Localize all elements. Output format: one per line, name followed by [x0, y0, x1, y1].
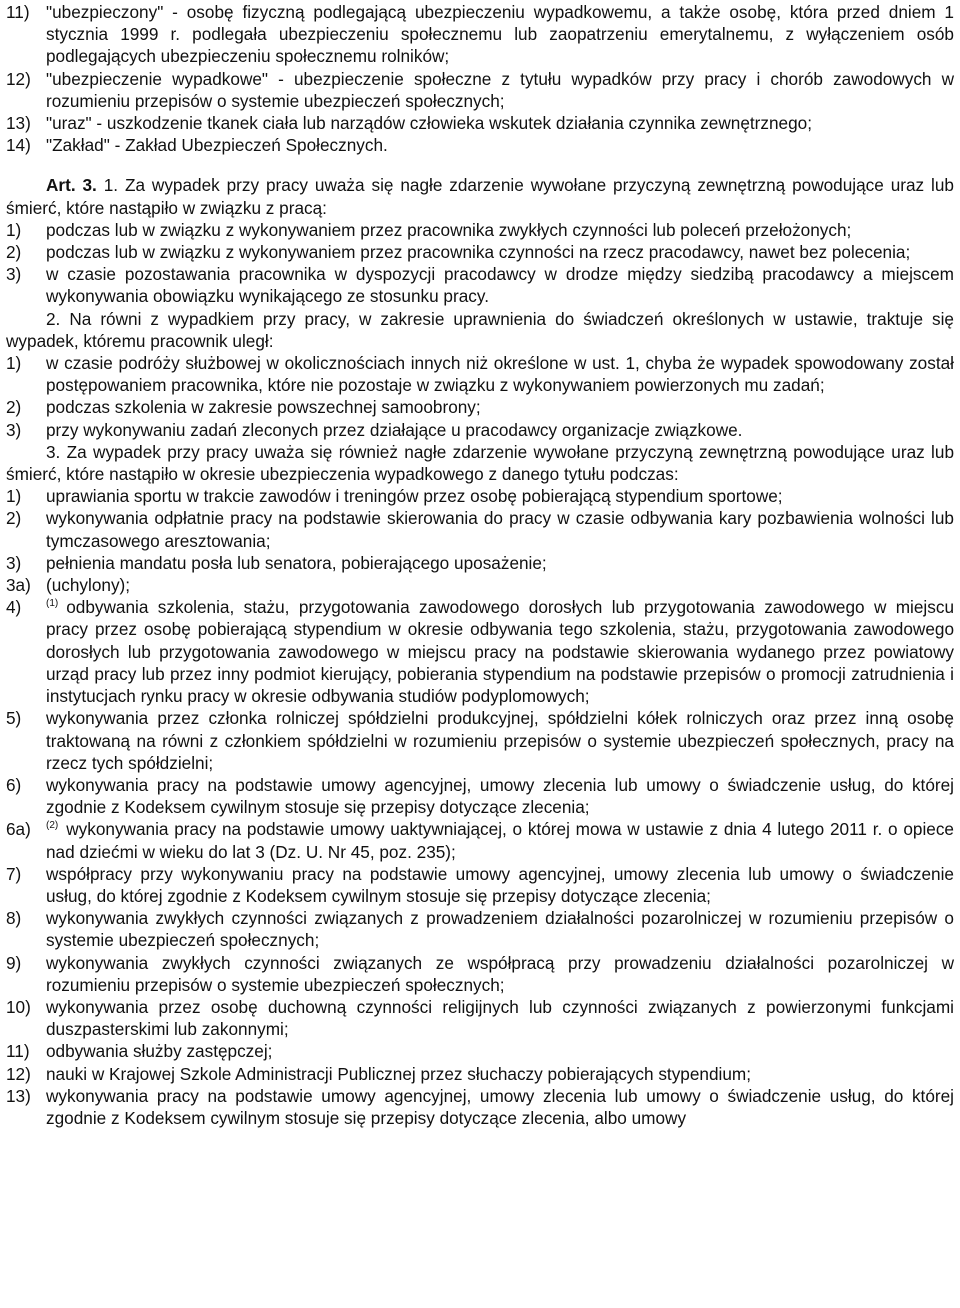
item-number: 2) [6, 397, 22, 418]
list-item [6, 396, 954, 418]
item-text [46, 1085, 954, 1129]
item-number: 3a) [6, 575, 31, 596]
article-3 [6, 174, 954, 1129]
item-number: 1) [6, 219, 22, 240]
list-item [6, 219, 954, 241]
list-item [6, 485, 954, 507]
item-number: 1) [6, 353, 22, 374]
item-number: 3) [6, 264, 22, 285]
item-text [46, 996, 954, 1040]
item-text-body: wykonywania przez osobę duchowną czynności religijnych lub czynności związanych z powierzonymi funkcjami duszpasterskimi lub zakonnymi; [46, 996, 954, 1040]
paragraph-number: 1. [103, 175, 119, 196]
list-item [6, 774, 954, 818]
list-item [6, 241, 954, 263]
item-text-body: wykonywania pracy na podstawie umowy uaktywniającej, o której mowa w ustawie z dnia 4 lutego 2011 r. o opiece nad dziećmi w wieku do lat 3 (Dz. U. Nr 45, poz. 235); [46, 819, 954, 862]
paragraph-2: 2. Na równi z wypadkiem przy pracy, w zakresie uprawnienia do świadczeń określonych w ustawie, traktuje się wypadek, któremu pracownik uległ: [6, 308, 954, 351]
item-text-body: pełnienia mandatu posła lub senatora, pobierającego uposażenie; [46, 552, 547, 573]
item-number: 3) [6, 419, 22, 440]
item-number: 6) [6, 774, 22, 795]
paragraph-3: 3. Za wypadek przy pracy uważa się również nagłe zdarzenie wywołane przyczyną zewnętrzną powodujące uraz lub śmierć, które nastąpiło w okresie ubezpieczenia wypadkowego z danego tytułu podczas: [6, 441, 954, 485]
item-text-body: wykonywania zwykłych czynności związanych ze współpracą przy prowadzeniu działalności pozarolniczej w rozumieniu przepisów o systemie ubezpieczeń społecznych; [46, 952, 954, 995]
item-number: 5) [6, 708, 22, 729]
item-text [46, 1063, 954, 1085]
item-text [46, 1040, 954, 1062]
item-text-body: uprawiania sportu w trakcie zawodów i treningów przez osobę pobierającą stypendium sportowe; [46, 486, 783, 507]
list-item [6, 1085, 954, 1129]
item-number: 2) [6, 242, 22, 263]
item-text-body: nauki w Krajowej Szkole Administracji Publicznej przez słuchaczy pobierających stypendium; [46, 1063, 752, 1084]
list-item [6, 907, 954, 951]
item-number: 13) [6, 1085, 31, 1106]
definitions-list [6, 1, 954, 156]
list-item [6, 818, 954, 862]
item-text: "uraz" - uszkodzenie tkanek ciała lub narządów człowieka wskutek działania czynnika zewnętrznego; [46, 113, 812, 134]
list-item [6, 863, 954, 907]
item-text [46, 707, 954, 774]
list-item [6, 134, 954, 156]
item-number: 4) [6, 597, 22, 618]
item-number: 12) [6, 68, 31, 89]
paragraph-text: Za wypadek przy pracy uważa się nagłe zdarzenie wywołane przyczyną zewnętrzną powodujące uraz lub śmierć, które nastąpiło w związku z pracą: [6, 175, 954, 218]
list-item [6, 1040, 954, 1062]
item-text: w czasie pozostawania pracownika w dyspozycji pracodawcy w drodze między siedzibą pracodawcy a miejscem wykonywania obowiązku wynikającego ze stosunku pracy. [46, 264, 954, 307]
item-text [46, 596, 954, 707]
list-item [6, 263, 954, 307]
list-item [6, 68, 954, 112]
item-number: 11) [6, 2, 30, 22]
list-item [6, 1063, 954, 1085]
item-text [46, 818, 954, 862]
item-text-body: wykonywania odpłatnie pracy na podstawie skierowania do pracy w czasie odbywania kary pozbawienia wolności lub tymczasowego aresztowania; [46, 508, 954, 551]
item-text: "ubezpieczenie wypadkowe" - ubezpieczenie społeczne z tytułu wypadków przy pracy i chorób zawodowych w rozumieniu przepisów o systemie ubezpieczeń społecznych; [46, 68, 954, 111]
item-number: 13) [6, 113, 31, 134]
item-text [46, 952, 954, 996]
item-text-body: wykonywania pracy na podstawie umowy agencyjnej, umowy zlecenia lub umowy o świadczenie usług, do której zgodnie z Kodeksem cywilnym stosuje się przepisy dotyczące zlecenia, albo umowy [46, 1085, 954, 1128]
item-number: 6a) [6, 819, 31, 840]
item-text [46, 774, 954, 818]
list-item [6, 707, 954, 774]
list-item [6, 1, 954, 68]
list-item [6, 952, 954, 996]
item-number: 7) [6, 863, 22, 884]
item-text [46, 574, 954, 596]
item-number: 2) [6, 508, 22, 529]
list-item [6, 596, 954, 707]
item-text: przy wykonywaniu zadań zleconych przez działające u pracodawcy organizacje związkowe. [46, 419, 743, 440]
list-item [6, 552, 954, 574]
item-number: 14) [6, 135, 31, 156]
list-item [6, 419, 954, 441]
document-page [6, 0, 954, 1129]
list-item [6, 352, 954, 396]
item-text [46, 863, 954, 907]
item-text: "ubezpieczony" - osobę fizyczną podlegającą ubezpieczeniu wypadkowemu, a także osobę, która przed dniem 1 stycznia 1999 r. podlegała ubezpieczeniu społecznemu lub zaopatrzeniu emerytalnemu, z wyłączeniem osób podlegających ubezpieczeniu społecznemu rolników; [46, 2, 954, 67]
item-text-body: wykonywania zwykłych czynności związanych z prowadzeniem działalności pozarolniczej w rozumieniu przepisów o systemie ubezpieczeń społecznych; [46, 908, 954, 951]
item-text-body: wykonywania pracy na podstawie umowy agencyjnej, umowy zlecenia lub umowy o świadczenie usług, do której zgodnie z Kodeksem cywilnym stosuje się przepisy dotyczące zlecenia; [46, 774, 954, 818]
item-number: 10) [6, 996, 31, 1017]
item-number: 12) [6, 1063, 31, 1084]
list-item [6, 112, 954, 134]
paragraph-1 [6, 174, 954, 218]
item-text-body: współpracy przy wykonywaniu pracy na podstawie umowy agencyjnej, umowy zlecenia lub umowy o świadczenie usług, do której zgodnie z Kodeksem cywilnym stosuje się przepisy dotyczące zlecenia; [46, 863, 954, 906]
item-text [46, 485, 954, 507]
item-number: 9) [6, 952, 22, 973]
item-text: "Zakład" - Zakład Ubezpieczeń Społecznych. [46, 135, 388, 156]
footnote-marker: (1) [46, 598, 59, 610]
footnote-marker: (2) [46, 820, 59, 832]
item-text: w czasie podróży służbowej w okolicznościach innych niż określone w ust. 1, chyba że wypadek spowodowany został postępowaniem pracownika, które nie pozostaje w związku z wykonywaniem powierzonych mu zadań; [46, 353, 954, 396]
list-item [6, 996, 954, 1040]
item-number: 3) [6, 552, 22, 573]
item-number: 11) [6, 1041, 30, 1062]
item-text-body: odbywania służby zastępczej; [46, 1041, 273, 1062]
item-text-body: (uchylony); [46, 575, 131, 596]
list-item [6, 507, 954, 551]
item-text: podczas szkolenia w zakresie powszechnej samoobrony; [46, 397, 481, 418]
item-text [46, 907, 954, 951]
item-text-body: wykonywania przez członka rolniczej spółdzielni produkcyjnej, spółdzielni kółek rolniczych oraz przez inną osobę traktowaną na równi z członkiem spółdzielni w rozumieniu przepisów o systemie ubezpieczeń społecznych, pracy na rzecz tych spółdzielni; [46, 708, 954, 773]
item-text-body: odbywania szkolenia, stażu, przygotowania zawodowego dorosłych lub przygotowania zawodowego w miejscu pracy przez osobę pobierającą stypendium w okresie odbywania tego szkolenia, stażu, przygotowania zawodowego dorosłych lub przygotowania zawodowego w miejscu pracy na podstawie skierowania wydanego przez powiatowy urząd pracy lub przez inny podmiot kierujący, pobierania stypendium na podstawie przepisów o promocji zatrudnienia i instytucjach rynku pracy w okresie odbywania studiów podyplomowych; [46, 597, 954, 707]
list-item [6, 574, 954, 596]
article-heading: Art. 3. [46, 175, 97, 196]
item-text [46, 507, 954, 551]
item-number: 8) [6, 908, 22, 929]
item-number: 1) [6, 486, 22, 507]
item-text [46, 552, 954, 574]
item-text: podczas lub w związku z wykonywaniem przez pracownika zwykłych czynności lub poleceń przełożonych; [46, 219, 852, 240]
item-text: podczas lub w związku z wykonywaniem przez pracownika czynności na rzecz pracodawcy, nawet bez polecenia; [46, 242, 911, 263]
